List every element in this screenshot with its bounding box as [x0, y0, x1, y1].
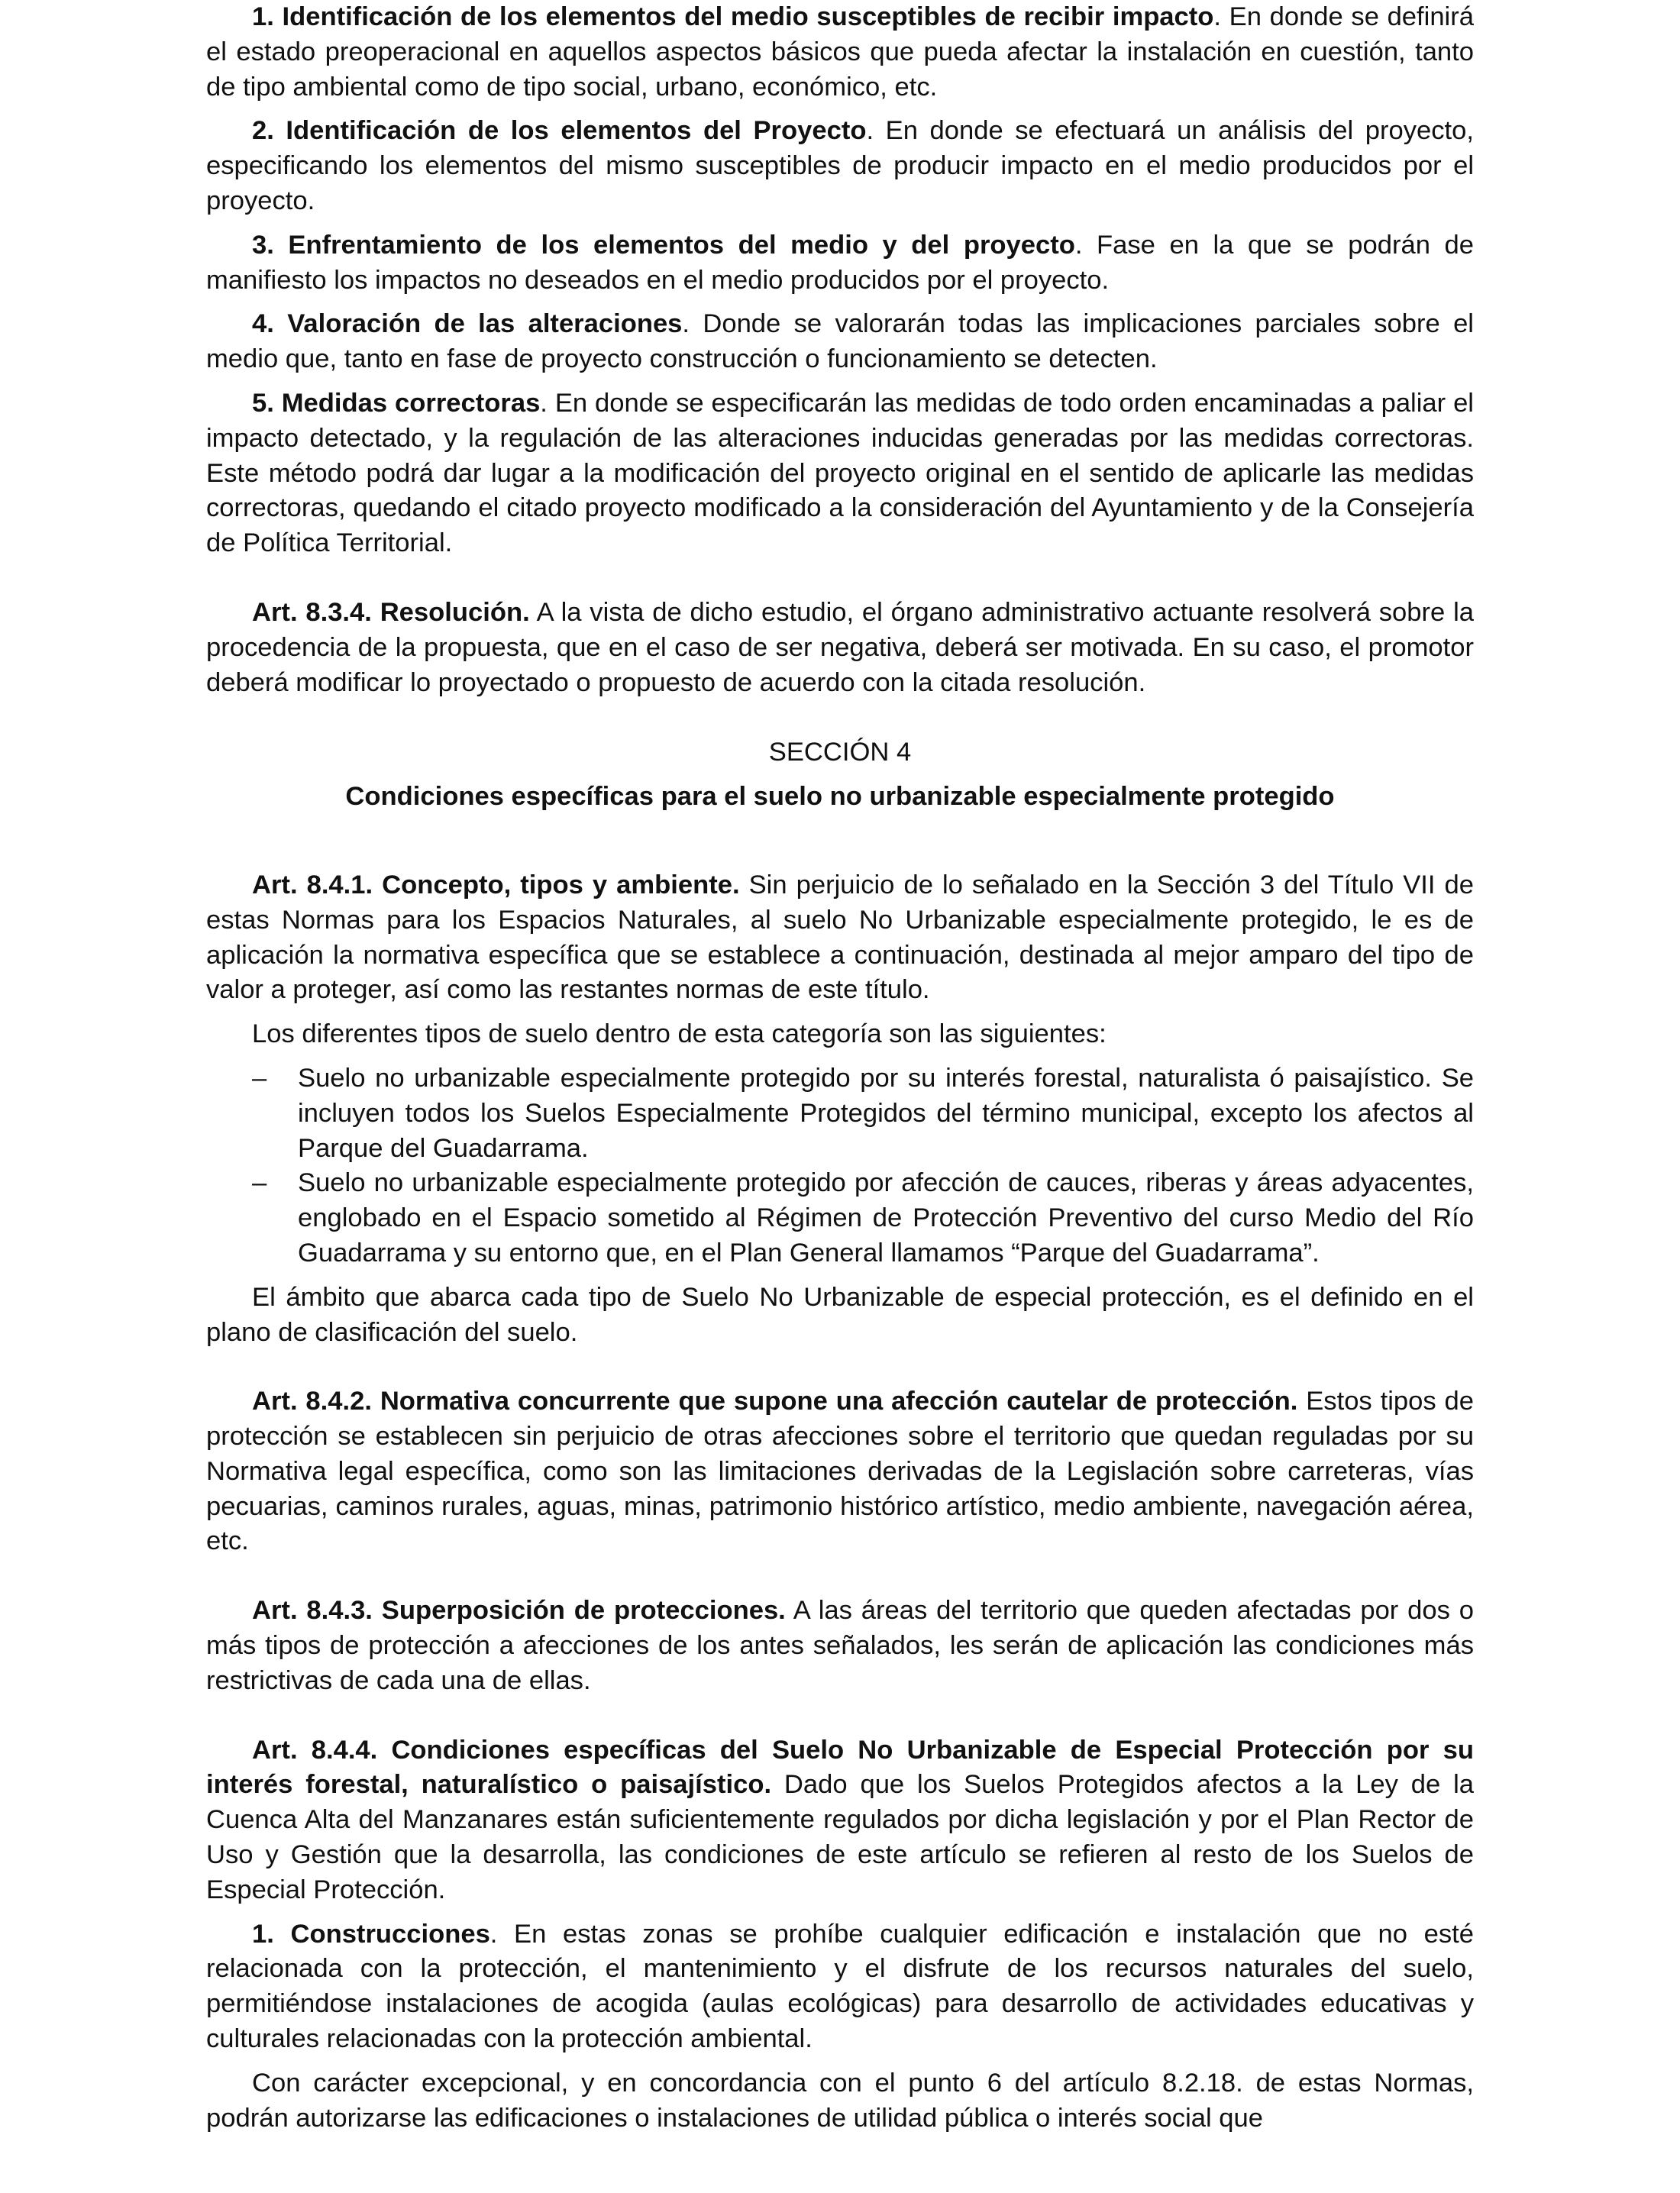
- point-1-heading: 1. Construcciones: [252, 1919, 490, 1949]
- point-1-text: . En estas zonas se prohíbe cualquier edificación e instalación que no esté relacionada con la protección, el mantenimiento y el disfrute de los recursos naturales del suelo, permitiéndose instalaciones de acogida (aulas ecológicas) para desarrollo de actividades educativas y culturales relacionadas con la protección ambiental.: [206, 1919, 1474, 2054]
- article-8-4-4-point-2: Con carácter excepcional, y en concordancia con el punto 6 del artículo 8.2.18. de estas Normas, podrán autorizarse las edificaciones o instalaciones de utilidad pública o interés social que: [206, 2068, 1474, 2133]
- paragraph-2: [206, 114, 1474, 218]
- document-page: [206, 0, 1474, 2136]
- paragraph-3-heading: 3. Enfrentamiento de los elementos del medio y del proyecto: [252, 230, 1075, 260]
- article-8-4-2: [206, 1384, 1474, 1559]
- paragraph-2-heading: 2. Identificación de los elementos del Proyecto: [252, 116, 867, 146]
- paragraph-1-text: . En donde se definirá el estado preoperacional en aquellos aspectos básicos que pueda afectar la instalación en cuestión, tanto de tipo ambiental como de tipo social, urbano, económico, etc.: [206, 2, 1474, 102]
- article-8-4-2-text: Estos tipos de protección se establecen sin perjuicio de otras afecciones sobre el territorio que quedan reguladas por su Normativa legal específica, como son las limitaciones derivadas de la Legislación sobre carreteras, vías pecuarias, caminos rurales, aguas, minas, patrimonio histórico artístico, medio ambiente, navegación aérea, etc.: [206, 1387, 1474, 1556]
- section-label: SECCIÓN 4: [768, 738, 912, 767]
- article-8-4-1-heading: Art. 8.4.1. Concepto, tipos y ambiente.: [252, 870, 740, 899]
- paragraph-1: [206, 0, 1474, 105]
- paragraph-1-heading: 1. Identificación de los elementos del medio susceptibles de recibir impacto: [252, 2, 1214, 31]
- article-8-4-2-heading: Art. 8.4.2. Normativa concurrente que supone una afección cautelar de protección.: [252, 1387, 1298, 1416]
- paragraph-4-text: . Donde se valorarán todas las implicaciones parciales sobre el medio que, tanto en fase de proyecto construcción o funcionamiento se detecten.: [206, 309, 1474, 374]
- article-8-4-4-point-1: [206, 1917, 1474, 2057]
- article-8-4-4-text: Dado que los Suelos Protegidos afectos a la Ley de la Cuenca Alta del Manzanares están suficientemente regulados por dicha legislación y por el Plan Rector de Uso y Gestión que la desarrolla, las condiciones de este artículo se refieren al resto de los Suelos de Especial Protección.: [206, 1770, 1474, 1904]
- soil-types-list: [206, 1061, 1474, 1271]
- article-8-3-4-heading: Art. 8.3.4. Resolución.: [252, 597, 530, 627]
- article-8-4-3-heading: Art. 8.4.3. Superposición de protecciones.: [252, 1596, 786, 1626]
- list-item: [252, 1166, 1474, 1271]
- article-8-4-3-text: A las áreas del territorio que queden afectadas por dos o más tipos de protección a afecciones de los antes señalados, les serán de aplicación las condiciones más restrictivas de cada una de ellas.: [206, 1596, 1475, 1695]
- article-8-3-4-text: A la vista de dicho estudio, el órgano administrativo actuante resolverá sobre la procedencia de la propuesta, que en el caso de ser negativa, deberá ser motivada. En su caso, el promotor deberá modificar lo proyectado o propuesto de acuerdo con la citada resolución.: [206, 597, 1474, 697]
- article-8-3-4: [206, 596, 1474, 700]
- article-8-4-1-intro: Los diferentes tipos de suelo dentro de esta categoría son las siguientes:: [252, 1019, 1107, 1049]
- article-8-4-3: [206, 1594, 1474, 1698]
- article-8-4-4: [206, 1733, 1474, 1908]
- paragraph-4-heading: 4. Valoración de las alteraciones: [252, 309, 683, 339]
- paragraph-4: [206, 307, 1474, 377]
- section-title: Condiciones específicas para el suelo no urbanizable especialmente protegido: [345, 782, 1335, 812]
- list-item-text: Suelo no urbanizable especialmente protegido por afección de cauces, riberas y áreas adyacentes, englobado en el Espacio sometido al Régimen de Protección Preventivo del curso Medio del Río Guadarrama y su entorno que, en el Plan General llamamos “Parque del Guadarrama”.: [298, 1168, 1474, 1268]
- dash-marker: –: [252, 1168, 267, 1198]
- paragraph-2-text: . En donde se efectuará un análisis del proyecto, especificando los elementos del mismo susceptibles de producir impacto en el medio producidos por el proyecto.: [206, 116, 1474, 215]
- paragraph-3: [206, 228, 1474, 299]
- article-8-4-4-heading: Art. 8.4.4. Condiciones específicas del Suelo No Urbanizable de Especial Protección por su interés forestal, naturalístico o paisajístico.: [206, 1735, 1474, 1800]
- dash-marker: –: [252, 1063, 267, 1093]
- paragraph-5-text: . En donde se especificarán las medidas de todo orden encaminadas a paliar el impacto detectado, y la regulación de las alteraciones inducidas generadas por las medidas correctoras. Este método podrá dar lugar a la modificación del proyecto original en el sentido de aplicarle las medidas correctoras, quedando el citado proyecto modificado a la consideración del Ayuntamiento y de la Consejería de Política Territorial.: [206, 388, 1474, 558]
- list-item: [252, 1061, 1474, 1166]
- paragraph-3-text: . Fase en la que se podrán de manifiesto los impactos no deseados en el medio producidos por el proyecto.: [206, 230, 1474, 295]
- article-8-4-1-closing: El ámbito que abarca cada tipo de Suelo No Urbanizable de especial protección, es el definido en el plano de clasificación del suelo.: [206, 1282, 1474, 1347]
- article-8-4-1: [206, 868, 1474, 1008]
- article-8-4-1-text: Sin perjuicio de lo señalado en la Sección 3 del Título VII de estas Normas para los Espacios Naturales, al suelo No Urbanizable especialmente protegido, le es de aplicación la normativa específica que se establece a continuación, destinada al mejor amparo del tipo de valor a proteger, así como las restantes normas de este título.: [206, 870, 1475, 1005]
- paragraph-5: [206, 386, 1474, 561]
- paragraph-5-heading: 5. Medidas correctoras: [252, 388, 541, 418]
- list-item-text: Suelo no urbanizable especialmente protegido por su interés forestal, naturalista ó paisajístico. Se incluyen todos los Suelos Especialmente Protegidos del término municipal, excepto los afectos al Parque del Guadarrama.: [298, 1063, 1474, 1163]
